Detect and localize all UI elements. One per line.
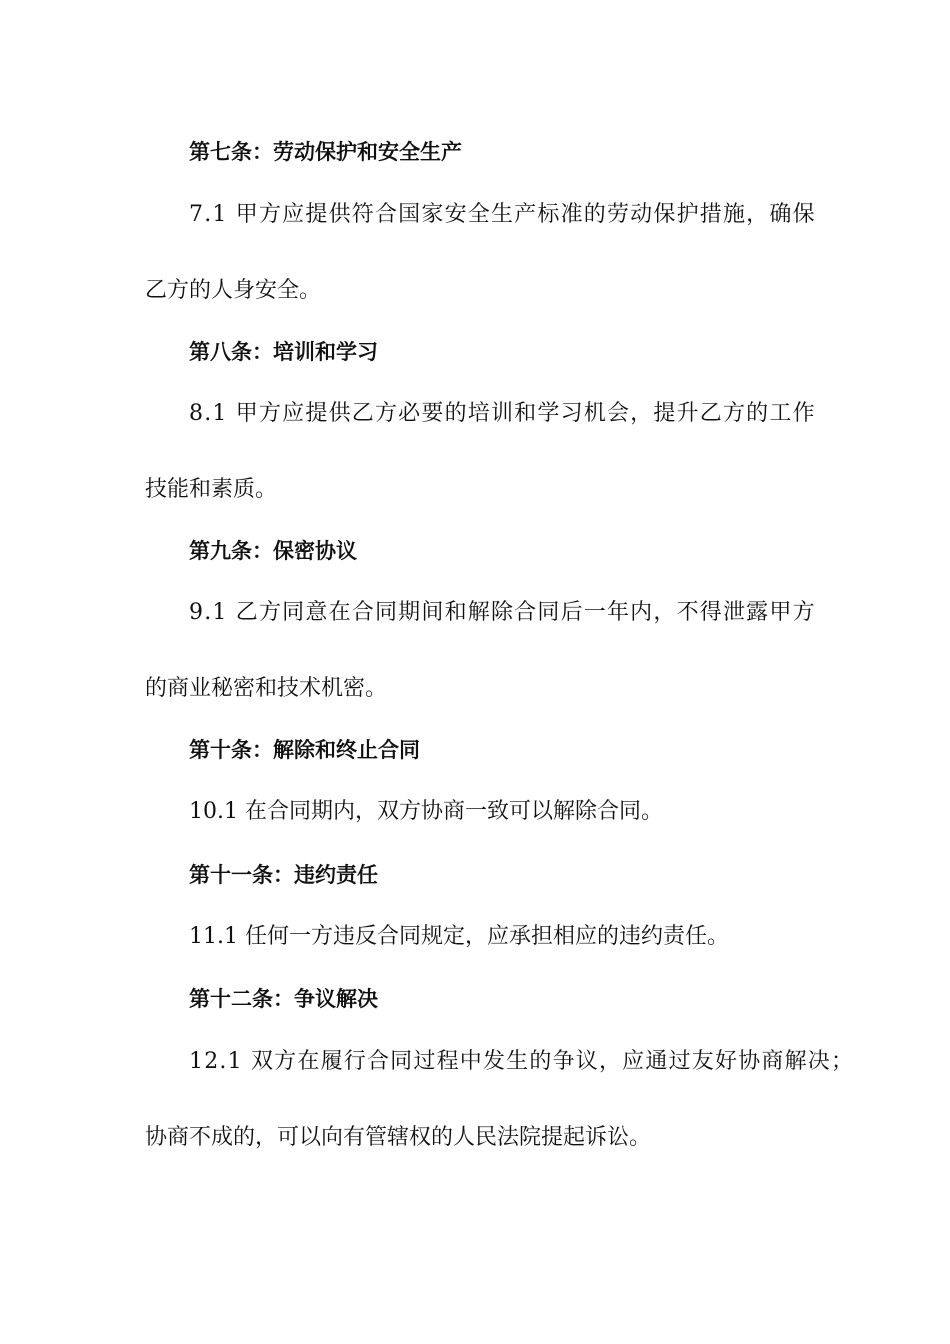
clause-text-continuation: 的商业秘密和技术机密。 bbox=[145, 676, 388, 701]
section-heading: 第七条：劳动保护和安全生产 bbox=[189, 140, 462, 164]
clause-text-continuation: 协商不成的，可以向有管辖权的人民法院提起诉讼。 bbox=[145, 1125, 652, 1150]
section-heading: 第十条：解除和终止合同 bbox=[189, 738, 420, 762]
clause-text: 9.1 乙方同意在合同期间和解除合同后一年内，不得泄露甲方 bbox=[189, 600, 816, 625]
clause-text: 11.1 任何一方违反合同规定，应承担相应的违约责任。 bbox=[189, 924, 729, 949]
clause-text: 7.1 甲方应提供符合国家安全生产标准的劳动保护措施，确保 bbox=[189, 202, 816, 227]
clause-text: 8.1 甲方应提供乙方必要的培训和学习机会，提升乙方的工作 bbox=[189, 401, 816, 426]
clause-text-continuation: 乙方的人身安全。 bbox=[145, 278, 322, 303]
section-heading: 第九条：保密协议 bbox=[189, 539, 357, 563]
clause-text: 10.1 在合同期内，双方协商一致可以解除合同。 bbox=[189, 799, 663, 824]
section-heading: 第十二条：争议解决 bbox=[189, 987, 378, 1011]
clause-text: 12.1 双方在履行合同过程中发生的争议，应通过友好协商解决； bbox=[189, 1049, 855, 1074]
section-heading: 第十一条：违约责任 bbox=[189, 863, 378, 887]
section-heading: 第八条：培训和学习 bbox=[189, 340, 378, 364]
clause-text-continuation: 技能和素质。 bbox=[145, 477, 278, 502]
